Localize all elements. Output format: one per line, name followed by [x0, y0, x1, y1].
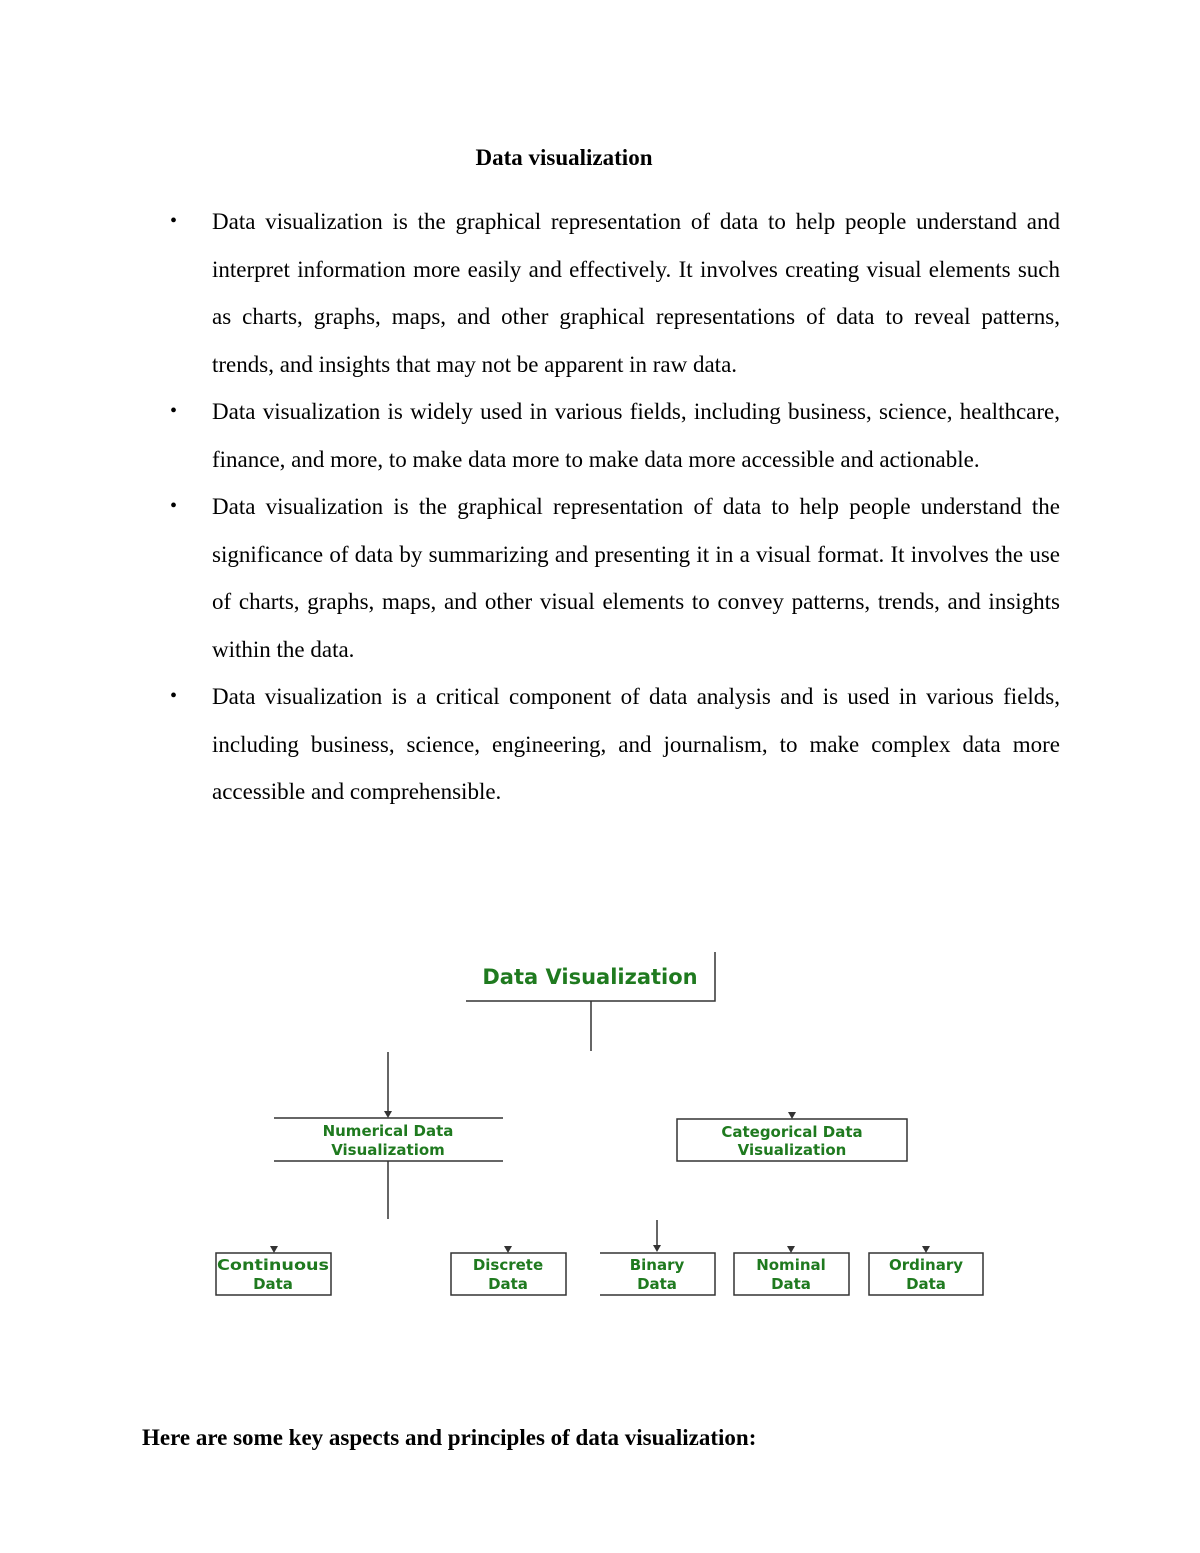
bullet-text: Data visualization is the graphical representation of data to help people understand and interpret information more easily and effectively. It involves creating visual elements such as charts, graphs, maps, and other graphical representations of data to reveal patterns, trends, and insights that may not be apparent in raw data.: [212, 209, 1060, 377]
arrow-head-icon: [504, 1246, 512, 1253]
nominal-node-label-line2: Data: [771, 1275, 811, 1293]
ordinary-node-label-line2: Data: [906, 1275, 946, 1293]
arrow-head-icon: [787, 1246, 795, 1253]
arrow-head-icon: [653, 1245, 661, 1252]
continuous-node-label-line2: Data: [253, 1275, 293, 1293]
arrow-head-icon: [922, 1246, 930, 1253]
numerical-node-label-line2: Visualizatiom: [331, 1141, 445, 1159]
arrow-head-icon: [788, 1112, 796, 1119]
bullet-icon: •: [170, 685, 178, 707]
ordinary-node-label-line1: Ordinary: [888, 1256, 964, 1274]
continuous-node-label-line1: Continuous: [217, 1256, 330, 1274]
page-title: Data visualization: [475, 145, 653, 170]
binary-node-label-line2: Data: [637, 1275, 677, 1293]
bullet-icon: •: [170, 495, 178, 517]
key-aspects-heading: Here are some key aspects and principles of data visualization:: [142, 1425, 757, 1450]
bullet-icon: •: [170, 400, 178, 422]
nominal-node-label-line1: Nominal: [756, 1256, 826, 1274]
arrow-head-icon: [384, 1111, 392, 1118]
categorical-node-label-line2: Visualization: [737, 1141, 847, 1159]
discrete-node-label-line1: Discrete: [472, 1256, 544, 1274]
numerical-node-label-line1: Numerical Data: [322, 1122, 454, 1140]
binary-node-label-line1: Binary: [629, 1256, 685, 1274]
bullet-text: Data visualization is a critical component of data analysis and is used in various fields, including business, science, engineering, and journalism, to make complex data more accessible and comprehensible.: [212, 684, 1060, 804]
discrete-node-label-line2: Data: [488, 1275, 528, 1293]
bullet-text: Data visualization is the graphical representation of data to help people understand the significance of data by summarizing and presenting it in a visual format. It involves the use of charts, graphs, maps, and other visual elements to convey patterns, trends, and insights within the data.: [212, 494, 1060, 662]
arrow-head-icon: [270, 1246, 278, 1253]
bullet-text: Data visualization is widely used in various fields, including business, science, healthcare, finance, and more, to make data more to make data more accessible and actionable.: [212, 399, 1060, 472]
bullet-icon: •: [170, 210, 178, 232]
root-node-label: Data Visualization: [482, 965, 698, 989]
categorical-node-label-line1: Categorical Data: [721, 1123, 863, 1141]
